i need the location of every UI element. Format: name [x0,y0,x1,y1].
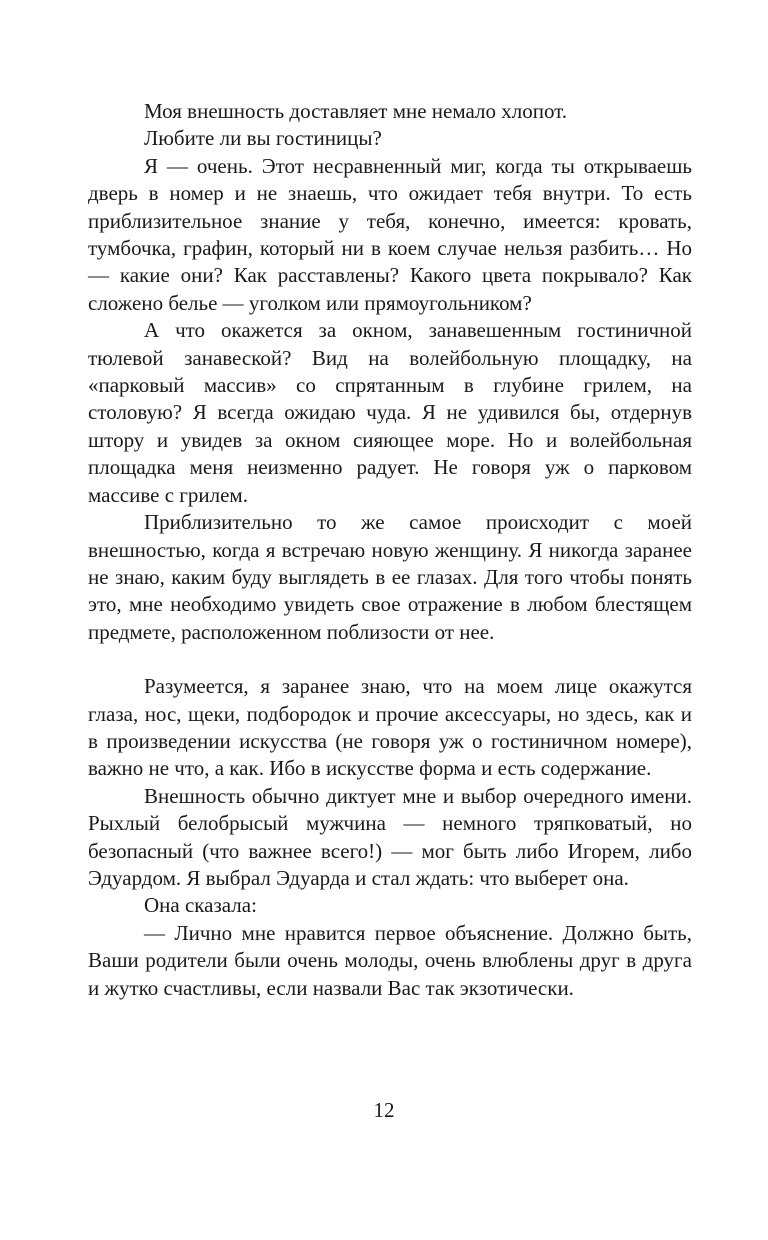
paragraph: Моя внешность доставляет мне немало хлопот. [144,99,568,123]
paragraph: Разумеется, я заранее знаю, что на моем лице окажутся глаза, нос, щеки, подбородок и прочие аксессуары, но здесь, как и в произведении искусства (не говоря уж о гостиничном номере), важно не что, а как. Ибо в искусстве форма и есть содержание. [88,674,692,781]
paragraph: Я — очень. Этот несравненный миг, когда ты открываешь дверь в номер и не знаешь, что ожидает тебя внутри. То есть приблизительное знание у тебя, конечно, имеется: кровать, тумбочка, графин, который ни в коем случае нельзя разбить… Но — какие они? Как расставлены? Какого цвета покрывало? Как сложено белье — уголком или прямоугольником? [88,153,692,315]
book-page [88,98,692,1002]
paragraph: А что окажется за окном, занавешенным гостиничной тюлевой занавеской? Вид на волейбольную площадку, на «парковый массив» со спрятанным в глубине грилем, на столовую? Я всегда ожидаю чуда. Я не удивился бы, отдернув штору и увидев за окном сияющее море. Но и волейбольная площадка меня неизменно радует. Не говоря уж о парковом массиве с грилем. [88,318,692,507]
paragraph: Приблизительно то же самое происходит с моей внешностью, когда я встречаю новую женщину. Я никогда заранее не знаю, каким буду выглядеть в ее глазах. Для того чтобы понять это, мне необходимо увидеть свое отражение в любом блестящем предмете, расположенном поблизости от нее. [88,510,692,644]
section-break [88,646,692,673]
paragraph: Внешность обычно диктует мне и выбор очередного имени. Рыхлый белобрысый мужчина — немного тряпковатый, но безопасный (что важнее всего!) — мог быть либо Игорем, либо Эдуардом. Я выбрал Эдуарда и стал ждать: что выберет она. [88,783,692,890]
paragraph: — Лично мне нравится первое объяснение. Должно быть, Ваши родители были очень молоды, очень влюблены друг в друга и жутко счастливы, если назвали Вас так экзотически. [88,920,692,1000]
paragraph: Она сказала: [144,893,257,918]
page-number: 12 [373,1098,395,1122]
paragraph: Любите ли вы гостиницы? [144,126,382,151]
